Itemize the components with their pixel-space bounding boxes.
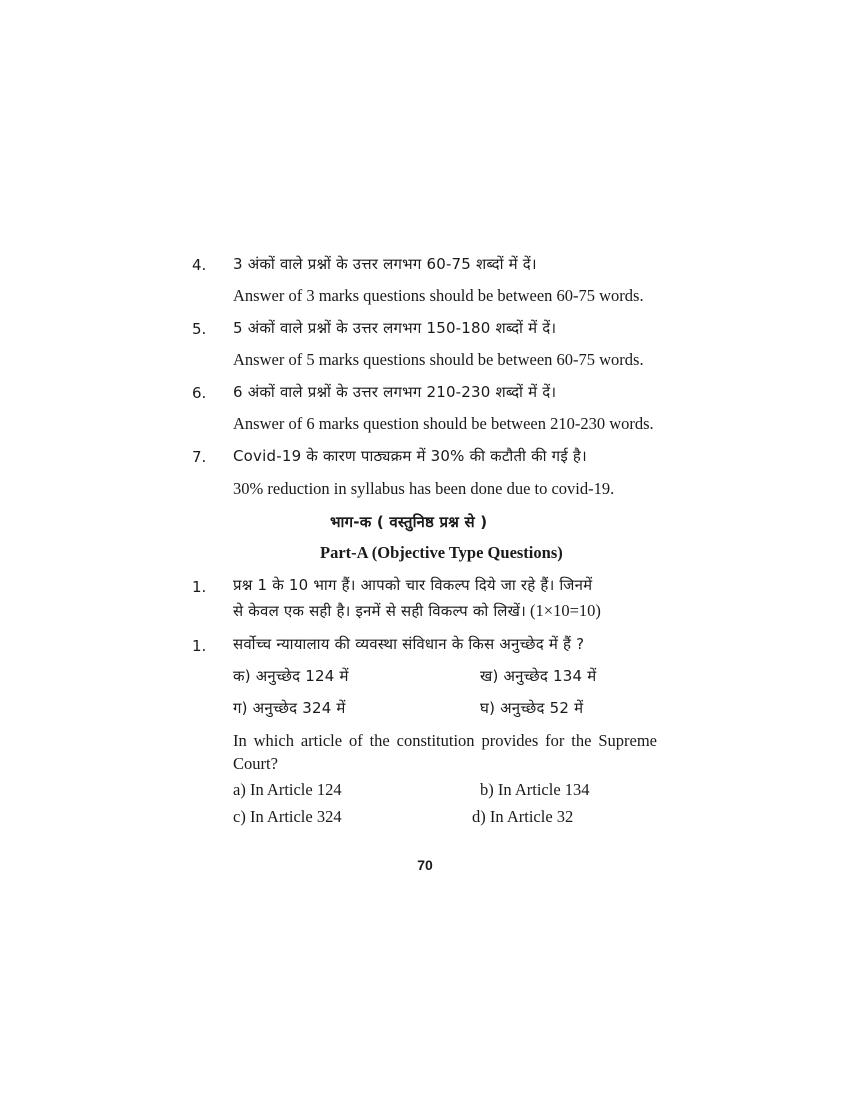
section-title-english: Part-A (Objective Type Questions) [320, 543, 563, 562]
english-option-d: d) In Article 32 [472, 807, 574, 826]
instruction-english: Answer of 3 marks questions should be between 60-75 words. [233, 286, 644, 305]
instruction-number: 7. [192, 448, 207, 466]
page-number: 70 [417, 857, 433, 873]
instruction-english: Answer of 6 marks question should be between 210-230 words. [233, 414, 654, 433]
note-line-1: प्रश्न 1 के 10 भाग हैं। आपको चार विकल्प दिये जा रहे हैं। जिनमें [233, 576, 593, 594]
note-line-2 [233, 601, 601, 621]
instruction-number: 5. [192, 320, 207, 338]
instruction-number: 6. [192, 384, 207, 402]
instruction-hindi: 5 अंकों वाले प्रश्नों के उत्तर लगभग 150-180 शब्दों में दें। [233, 319, 557, 337]
note-line-2-text: से केवल एक सही है। इनमें से सही विकल्प को लिखें। [233, 602, 527, 620]
hindi-option-b: ख) अनुच्छेद 134 में [480, 667, 597, 685]
question-english: In which article of the constitution provides for the Supreme Court? [233, 731, 657, 773]
instruction-english: Answer of 5 marks questions should be between 60-75 words. [233, 350, 644, 369]
instruction-hindi: 3 अंकों वाले प्रश्नों के उत्तर लगभग 60-75 शब्दों में दें। [233, 255, 537, 273]
note-marks: (1×10=10) [530, 601, 601, 620]
instruction-english: 30% reduction in syllabus has been done due to covid-19. [233, 479, 615, 498]
english-option-b: b) In Article 134 [480, 780, 590, 799]
note-number: 1. [192, 578, 207, 596]
english-option-c: c) In Article 324 [233, 807, 342, 826]
english-option-a: a) In Article 124 [233, 780, 342, 799]
question-number: 1. [192, 637, 207, 655]
instruction-number: 4. [192, 256, 207, 274]
hindi-option-c: ग) अनुच्छेद 324 में [233, 699, 346, 717]
question-hindi: सर्वोच्च न्यायालाय की व्यवस्था संविधान के किस अनुच्छेद में हैं ? [233, 635, 585, 653]
instruction-hindi: Covid-19 के कारण पाठ्यक्रम में 30% की कटौती की गई है। [233, 447, 587, 465]
section-title-hindi: भाग-क ( वस्तुनिष्ठ प्रश्न से ) [330, 513, 488, 531]
hindi-option-a: क) अनुच्छेद 124 में [233, 667, 349, 685]
hindi-option-d: घ) अनुच्छेद 52 में [480, 699, 584, 717]
instruction-hindi: 6 अंकों वाले प्रश्नों के उत्तर लगभग 210-230 शब्दों में दें। [233, 383, 557, 401]
